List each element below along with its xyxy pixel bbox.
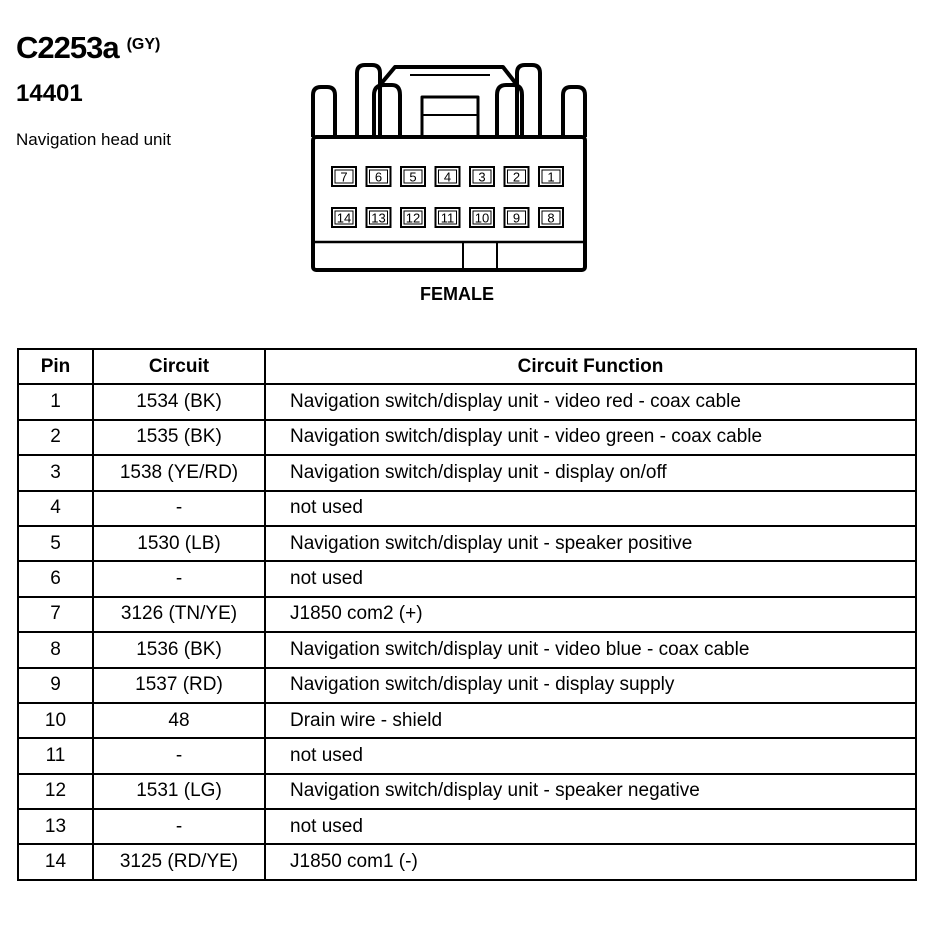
table-row <box>18 526 916 561</box>
table-row <box>18 384 916 419</box>
table-row <box>18 809 916 844</box>
center-key <box>422 97 478 137</box>
pin-cell: 2 <box>18 420 93 455</box>
column-header-pin: Pin <box>18 349 93 384</box>
table-row <box>18 561 916 596</box>
function-cell: Navigation switch/display unit - video red - coax cable <box>265 384 916 419</box>
connector-body <box>313 137 585 270</box>
pin-number-label: 11 <box>440 210 455 226</box>
pin-cell: 8 <box>18 632 93 667</box>
function-cell: J1850 com1 (-) <box>265 844 916 879</box>
function-cell: not used <box>265 738 916 773</box>
gender-label: FEMALE <box>420 284 494 304</box>
function-cell: Navigation switch/display unit - video green - coax cable <box>265 420 916 455</box>
column-header-circuit: Circuit <box>93 349 265 384</box>
pin-number-label: 2 <box>512 169 521 185</box>
pin-number-label: 14 <box>336 210 352 226</box>
circuit-cell: - <box>93 561 265 596</box>
pin-number-label: 1 <box>547 169 555 185</box>
circuit-cell: 1537 (RD) <box>93 668 265 703</box>
function-cell: Navigation switch/display unit - video blue - coax cable <box>265 632 916 667</box>
pinout-table <box>17 348 917 881</box>
function-cell: not used <box>265 561 916 596</box>
pin-number-label: 13 <box>371 210 386 226</box>
pin-cell: 5 <box>18 526 93 561</box>
pin-number-label: 5 <box>409 169 417 185</box>
circuit-cell: 3126 (TN/YE) <box>93 597 265 632</box>
connector-face-drawing <box>300 55 600 280</box>
pin-cell: 3 <box>18 455 93 490</box>
circuit-cell: 3125 (RD/YE) <box>93 844 265 879</box>
circuit-cell: 1531 (LG) <box>93 774 265 809</box>
pin-number-label: 4 <box>443 169 452 185</box>
pin-cell: 7 <box>18 597 93 632</box>
pin-number-label: 3 <box>478 169 486 185</box>
circuit-cell: 1530 (LB) <box>93 526 265 561</box>
circuit-cell: - <box>93 491 265 526</box>
function-cell: Navigation switch/display unit - display supply <box>265 668 916 703</box>
circuit-cell: 1535 (BK) <box>93 420 265 455</box>
column-header-function: Circuit Function <box>265 349 916 384</box>
pin-number-label: 8 <box>547 210 555 226</box>
pin-cell: 12 <box>18 774 93 809</box>
table-row <box>18 844 916 879</box>
pin-row-bottom <box>332 208 563 227</box>
pin-cell: 1 <box>18 384 93 419</box>
function-cell: J1850 com2 (+) <box>265 597 916 632</box>
left-latch <box>313 87 335 137</box>
table-row <box>18 703 916 738</box>
table-row <box>18 632 916 667</box>
pin-cell: 9 <box>18 668 93 703</box>
pin-cell: 4 <box>18 491 93 526</box>
circuit-cell: 1536 (BK) <box>93 632 265 667</box>
pin-number-label: 12 <box>405 210 421 226</box>
table-row <box>18 455 916 490</box>
table-row <box>18 597 916 632</box>
function-cell: Drain wire - shield <box>265 703 916 738</box>
table-header-row <box>18 349 916 384</box>
table-row <box>18 491 916 526</box>
function-cell: Navigation switch/display unit - speaker positive <box>265 526 916 561</box>
circuit-cell: 1538 (YE/RD) <box>93 455 265 490</box>
pin-number-label: 9 <box>512 210 521 226</box>
function-cell: not used <box>265 809 916 844</box>
pin-cell: 6 <box>18 561 93 596</box>
function-cell: Navigation switch/display unit - display on/off <box>265 455 916 490</box>
table-row <box>18 738 916 773</box>
table-row <box>18 668 916 703</box>
right-latch <box>563 87 585 137</box>
circuit-cell: 48 <box>93 703 265 738</box>
pin-number-label: 6 <box>374 169 383 185</box>
function-cell: Navigation switch/display unit - speaker negative <box>265 774 916 809</box>
connector-id: C2253a <box>16 30 119 65</box>
circuit-cell: - <box>93 738 265 773</box>
circuit-cell: - <box>93 809 265 844</box>
function-cell: not used <box>265 491 916 526</box>
pin-cell: 11 <box>18 738 93 773</box>
pin-cell: 14 <box>18 844 93 879</box>
table-body <box>18 384 916 879</box>
pin-number-label: 10 <box>474 210 490 226</box>
pin-row-top <box>332 167 563 186</box>
left-post <box>357 65 380 137</box>
color-code: (GY) <box>126 36 161 53</box>
pin-cell: 13 <box>18 809 93 844</box>
part-number: 14401 <box>16 80 83 107</box>
table-row <box>18 774 916 809</box>
connector-title <box>16 30 160 66</box>
pin-cell: 10 <box>18 703 93 738</box>
pin-number-label: 7 <box>340 169 348 185</box>
table-row <box>18 420 916 455</box>
component-description: Navigation head unit <box>16 130 172 149</box>
circuit-cell: 1534 (BK) <box>93 384 265 419</box>
